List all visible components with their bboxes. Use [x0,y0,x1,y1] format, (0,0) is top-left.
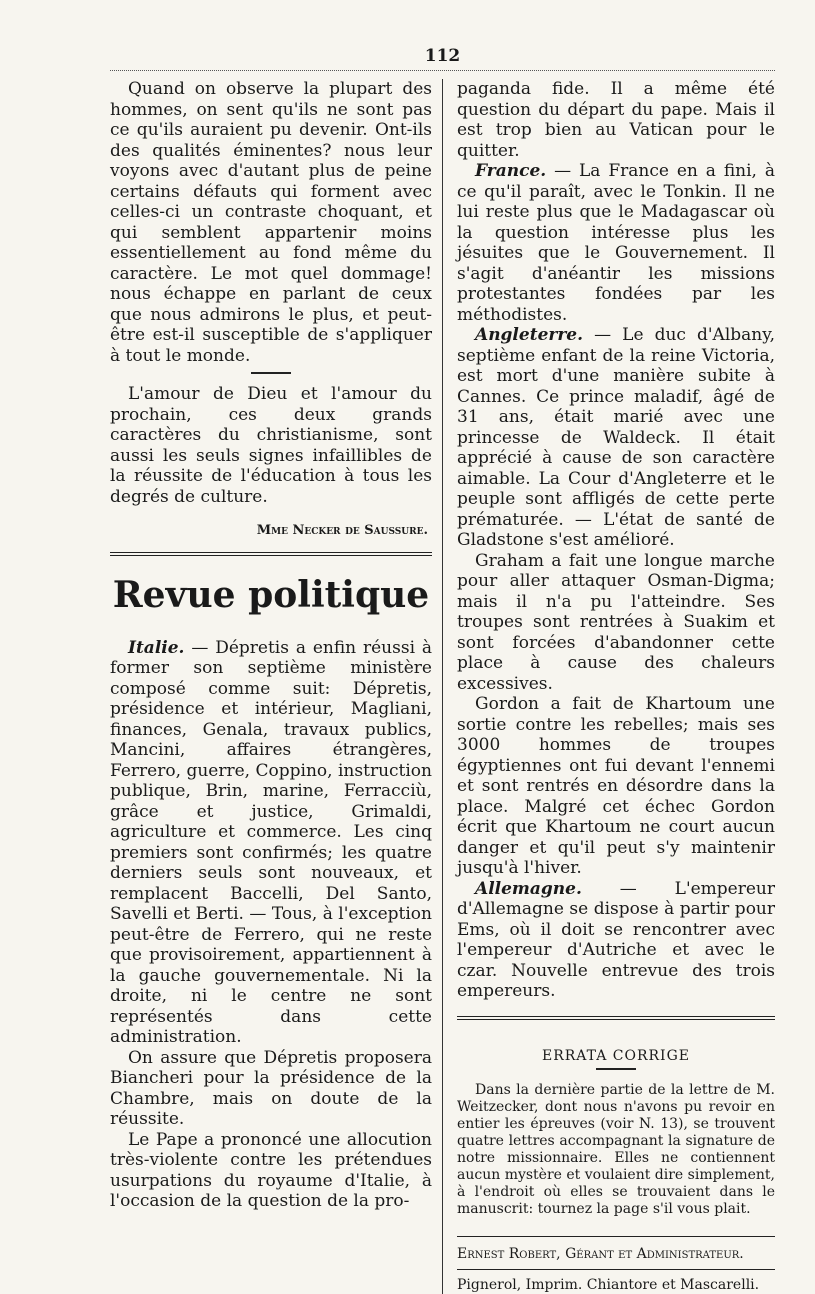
footer-rule [457,1236,775,1237]
section-title: Revue politique [112,573,430,616]
footer-gerant: Ernest Robert, Gérant et Administrateur. [457,1245,744,1262]
left-column [110,79,440,1294]
italie-text: — Dépretis a enfin réussi à former son septième ministère composé comme suit: Dépretis, présidence et intérieur, Magliani, finances, Genala, travaux publics, Mancini, affaires étrangères, Ferrero, guerre, Coppino, instruction publique, Brin, marine, Ferracciù, grâce et justice, Grimaldi, agriculture et commerce. Les cinq premiers sont confirmés; les quatre derniers seuls sont nouveaux, et remplacent Baccelli, Del Santo, Savelli et Berti. — Tous, à l'exception peut-être de Ferrero, qui ne reste que provisoirement, appartiennent à la gauche gouvernementale. Ni la droite, ni le centre ne sont représentés dans cette administration. [110,637,432,1047]
errata-divider [457,1016,775,1020]
allemagne-paragraph [457,879,775,1002]
angleterre-text: — Le duc d'Albany, septième enfant de la reine Victoria, est mort d'une manière subite à Cannes. Ce prince maladif, âgé de 31 ans, était marié avec une princesse de Waldeck. Il était apprécié à cause de son caractère aimable. La Cour d'Angleterre et le peuple sont affligés de cette perte prématurée. — L'état de santé de Gladstone s'est amélioré. [457,325,775,550]
france-paragraph [457,161,775,325]
graham-paragraph: Graham a fait une longue marche pour aller attaquer Osman-Digma; mais il n'a pu l'atteindre. Ses troupes sont rentrées à Suakim et sont forcées d'abandonner cette place à cause des chaleurs excessives. [457,550,775,694]
gordon-paragraph: Gordon a fait de Khartoum une sortie contre les rebelles; mais ses 3000 hommes de troupes égyptiennes ont fui devant l'ennemi et sont rentrés en désordre dans la place. Malgré cet échec Gordon écrit que Khartoum ne court aucun danger et qu'il peut s'y maintenir jusqu'à l'hiver. [457,694,775,878]
page-number: 112 [419,46,467,66]
italie-label: Italie. [128,637,185,658]
section-divider [110,552,432,556]
allemagne-label: Allemagne. [475,878,582,899]
quote-paragraph-1: Quand on observe la plupart des hommes, on sent qu'ils ne sont pas ce qu'ils auraient pu devenir. Ont-ils des qualités éminentes? nous leur voyons avec d'autant plus de peine certains défauts qui forment avec celles-ci un contraste choquant, et qui semblent appartenir moins essentiellement au fond même du caractère. Le mot quel dommage! nous échappe en parlant de ceux que nous admirons le plus, et peut-être est-il susceptible de s'appliquer à tout le monde. [110,79,432,366]
footer [457,1245,775,1294]
footer-rule-2 [457,1269,775,1270]
errata-title: ERRATA CORRIGE [542,1047,690,1064]
angleterre-paragraph [457,325,775,551]
page-header [110,48,775,71]
footer-imprimerie: Pignerol, Imprim. Chiantore et Mascarelli. [457,1276,760,1293]
angleterre-label: Angleterre. [475,325,584,345]
right-column [445,79,775,1294]
errata-text: Dans la dernière partie de la lettre de M. Weitzecker, dont nous n'avons pu revoir en entier les épreuves (voir N. 13), se trouvent quatre lettres accompagnant la signature de notre missionnaire. Elles ne contiennent aucun mystère et voulaient dire simplement, à l'endroit où elles se trouvaient dans le manuscrit: tournez la page s'il vous plait. [457,1081,775,1217]
allemagne-text: — L'empereur d'Allemagne se dispose à partir pour Ems, où il doit se rencontrer avec l'empereur d'Autriche et avec le czar. Nouvelle entrevue des trois empereurs. [457,878,775,1001]
france-text: — La France en a fini, à ce qu'il paraît, avec le Tonkin. Il ne lui reste plus que le Madagascar où la question intéresse plus les jésuites que le Gouvernement. Il s'agit d'anéantir les missions protestantes fondées par les méthodistes. [457,161,775,325]
column-divider [442,79,443,1294]
biancheri-paragraph: On assure que Dépretis proposera Biancheri pour la présidence de la Chambre, mais on doute de la réussite. [110,1047,432,1129]
italie-paragraph [110,638,432,1048]
errata-rule [596,1068,636,1070]
two-column-body [110,79,775,1294]
quote-author: Mme Necker de Saussure. [256,523,428,538]
quote-paragraph-2: L'amour de Dieu et l'amour du prochain, ces deux grands caractères du christianisme, sont aussi les seuls signes infaillibles de la réussite de l'éducation à tous les degrés de culture. [110,384,432,507]
separator-rule [251,372,291,374]
continued-paragraph: paganda fide. Il a même été question du départ du pape. Mais il est trop bien au Vatican pour le quitter. [457,79,775,161]
errata-block [457,1048,775,1218]
pape-paragraph: Le Pape a prononcé une allocution très-violente contre les prétendues usurpations du royaume d'Italie, à l'occasion de la question de la pro- [110,1129,432,1211]
france-label: France. [475,161,547,181]
